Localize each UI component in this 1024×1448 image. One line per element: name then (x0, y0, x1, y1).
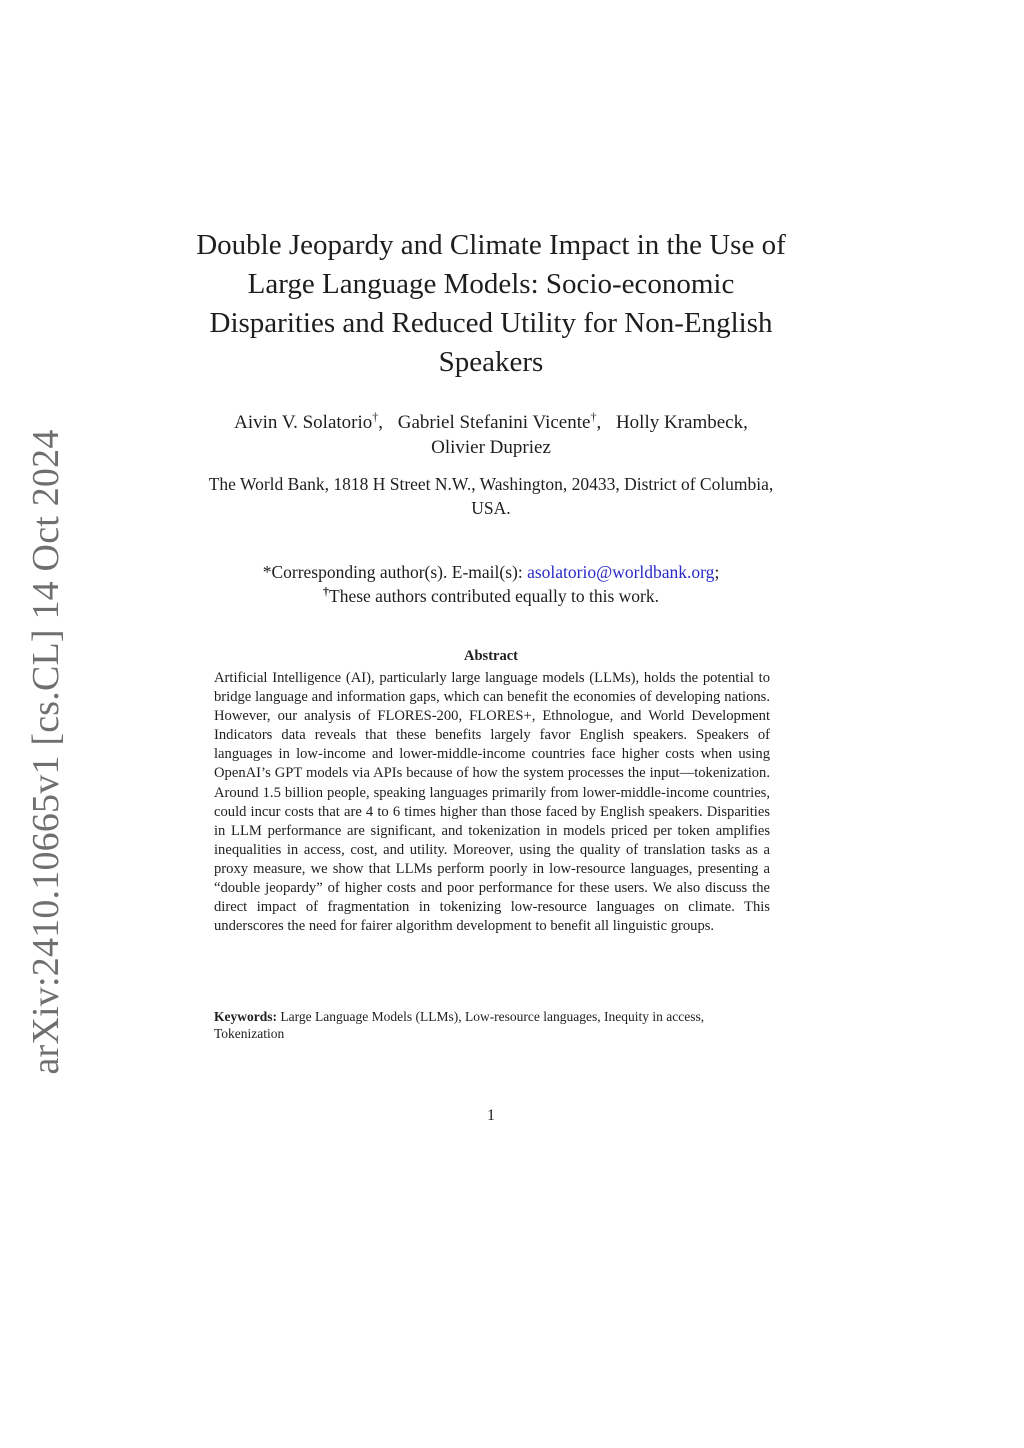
author-name: Olivier Dupriez (431, 437, 551, 458)
author-name: Gabriel Stefanini Vicente (397, 412, 591, 433)
corresponding-author-note (176, 560, 806, 608)
page-number: 1 (487, 1107, 495, 1124)
keywords-list: Large Language Models (LLMs), Low-resource languages, Inequity in access, Tokenization (214, 1009, 705, 1041)
author-name: Aivin V. Solatorio (234, 412, 373, 433)
keywords-label: Keywords: (214, 1009, 277, 1024)
equal-contribution-mark: † (372, 409, 379, 424)
paper-title: Double Jeopardy and Climate Impact in the Use of Large Language Models: Socio-economic Disparities and Reduced Utility for Non-English Speakers (196, 229, 786, 378)
author-list: Aivin V. Solatorio†, Gabriel Stefanini Vicente†, Holly Krambeck, Olivier Dupriez (234, 409, 748, 458)
email-link[interactable]: asolatorio@worldbank.org (527, 562, 715, 582)
equal-contribution-mark: † (323, 584, 329, 599)
arxiv-identifier: arXiv:2410.10665v1 [cs.CL] 14 Oct 2024 (25, 429, 67, 1075)
keywords (214, 1008, 770, 1042)
abstract-text: Artificial Intelligence (AI), particularly large language models (LLMs), holds the potential to bridge language and information gaps, which can benefit the economies of developing nations. However, our analysis of FLORES-200, FLORES+, Ethnologue, and World Development Indicators data reveals that these benefits largely favor English speakers. Speakers of languages in low-income and lower-middle-income countries face higher costs when using OpenAI’s GPT models via APIs because of how the system processes the input—tokenization. Around 1.5 billion people, speaking languages primarily from lower-middle-income countries, could incur costs that are 4 to 6 times higher than those faced by English speakers. Disparities in LLM performance are significant, and tokenization in models priced per token amplifies inequalities in access, cost, and utility. Moreover, using the quality of translation tasks as a proxy measure, we show that LLMs perform poorly in low-resource languages, presenting a “double jeopardy” of higher costs and poor performance for these users. We also discuss the direct impact of fragmentation in tokenizing low-resource languages on climate. This underscores the need for fairer algorithm development to benefit all linguistic groups. (214, 670, 770, 935)
author-name: Holly Krambeck (615, 412, 744, 433)
affiliation: The World Bank, 1818 H Street N.W., Washington, 20433, District of Columbia, USA. (208, 474, 774, 518)
equal-contribution-note: These authors contributed equally to this work. (329, 586, 659, 606)
corresponding-suffix: ; (714, 562, 720, 582)
equal-contribution-mark: † (590, 409, 597, 424)
corresponding-prefix: *Corresponding author(s). E-mail(s): (262, 562, 528, 582)
abstract-heading: Abstract (464, 648, 518, 664)
